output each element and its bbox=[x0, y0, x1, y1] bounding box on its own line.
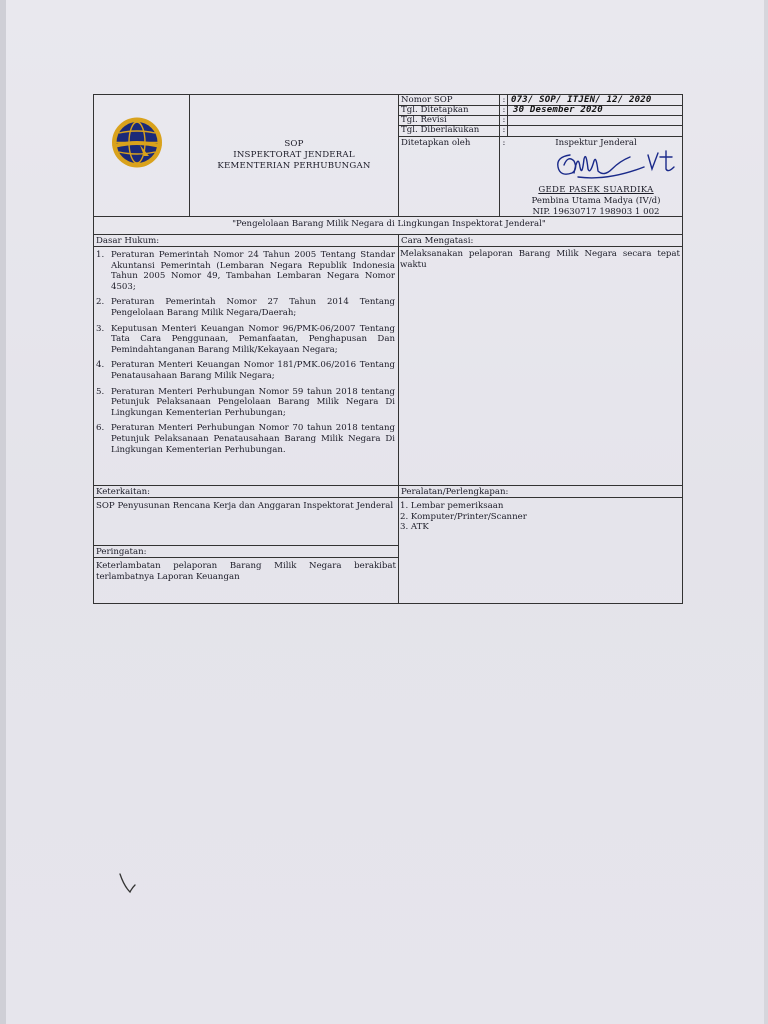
colon-nomor-sop: : bbox=[502, 95, 506, 105]
label-ditetapkan-oleh: Ditetapkan oleh bbox=[401, 138, 471, 148]
cara-mengatasi-text: Melaksanakan pelaporan Barang Milik Negara secara tepat waktu bbox=[400, 249, 680, 270]
peralatan-list bbox=[400, 501, 680, 533]
sop-document bbox=[93, 94, 683, 604]
sop-header-title bbox=[190, 95, 398, 216]
label-cara-mengatasi: Cara Mengatasi: bbox=[401, 236, 474, 246]
dasar-hukum-list bbox=[94, 250, 397, 460]
signatory-nip: NIP. 19630717 198903 1 002 bbox=[532, 207, 660, 217]
label-peringatan: Peringatan: bbox=[96, 547, 147, 557]
colon-tgl-ditetapkan: : bbox=[502, 105, 506, 115]
list-item: 1. Lembar pemeriksaan bbox=[400, 501, 504, 511]
handwritten-signature-icon bbox=[548, 147, 688, 185]
signature-block bbox=[508, 137, 684, 217]
signatory-name: GEDE PASEK SUARDIKA bbox=[538, 185, 654, 195]
list-item: 4. Peraturan Menteri Keuangan Nomor 181/PMK.06/2016 Tentang Penatausahaan Barang Milik Negara; bbox=[96, 360, 395, 381]
value-tgl-ditetapkan: 30 Desember 2020 bbox=[513, 105, 603, 115]
header-inspektorat: INSPEKTORAT JENDERAL bbox=[233, 150, 355, 160]
list-item: 5. Peraturan Menteri Perhubungan Nomor 59 tahun 2018 tentang Petunjuk Pelaksanaan Pengelolaan Barang Milik Negara Di Lingkungan Kementerian Perhubungan; bbox=[96, 386, 395, 418]
list-item: 3. Keputusan Menteri Keuangan Nomor 96/PMK-06/2007 Tentang Tata Cara Penggunaan, Pemanfaatan, Penghapusan Dan Pemindahtanganan Barang Milik/Kekayaan Negara; bbox=[96, 323, 395, 355]
value-nomor-sop: 073/ SOP/ ITJEN/ 12/ 2020 bbox=[511, 95, 652, 105]
label-peralatan: Peralatan/Perlengkapan: bbox=[401, 487, 509, 497]
label-dasar-hukum: Dasar Hukum: bbox=[96, 236, 160, 246]
signatory-rank: Pembina Utama Madya (IV/d) bbox=[531, 196, 661, 206]
list-item: 1. Peraturan Pemerintah Nomor 24 Tahun 2005 Tentang Standar Akuntansi Pemerintah (Lembaran Negara Republik Indonesia Tahun 2005 Nomor 49, Tambahan Lembaran Negara Nomor 4503; bbox=[96, 250, 395, 292]
list-item: 3. ATK bbox=[400, 522, 429, 533]
scan-edge-right bbox=[764, 0, 768, 1024]
colon-ditetapkan-oleh: : bbox=[502, 138, 506, 148]
peringatan-text: Keterlambatan pelaporan Barang Milik Negara berakibat terlambatnya Laporan Keuangan bbox=[96, 561, 396, 582]
list-item: 2. Komputer/Printer/Scanner bbox=[400, 511, 527, 522]
stray-pen-mark-icon bbox=[118, 872, 138, 896]
label-nomor-sop: Nomor SOP bbox=[401, 95, 453, 105]
document-title: "Pengelolaan Barang Milik Negara di Lingkungan Inspektorat Jenderal" bbox=[232, 219, 546, 229]
label-tgl-diberlakukan: Tgl. Diberlakukan bbox=[401, 125, 480, 135]
label-keterkaitan: Keterkaitan: bbox=[96, 487, 151, 497]
keterkaitan-text: SOP Penyusunan Rencana Kerja dan Anggaran Inspektorat Jenderal bbox=[96, 501, 394, 511]
list-item: 6. Peraturan Menteri Perhubungan Nomor 70 tahun 2018 tentang Petunjuk Pelaksanaan Penatausahaan Barang Milik Negara Di Lingkungan Kementerian Perhubungan. bbox=[96, 423, 395, 455]
label-tgl-ditetapkan: Tgl. Ditetapkan bbox=[401, 105, 469, 115]
kemenhub-logo-icon bbox=[102, 115, 172, 170]
header-sop: SOP bbox=[284, 139, 304, 149]
colon-tgl-revisi: : bbox=[502, 115, 506, 125]
header-kementerian: KEMENTERIAN PERHUBUNGAN bbox=[217, 161, 371, 171]
scan-edge-left bbox=[0, 0, 6, 1024]
signatory-position: Inspektur Jenderal bbox=[555, 138, 637, 148]
colon-tgl-diberlakukan: : bbox=[502, 125, 506, 135]
label-tgl-revisi: Tgl. Revisi bbox=[401, 115, 447, 125]
list-item: 2. Peraturan Pemerintah Nomor 27 Tahun 2014 Tentang Pengelolaan Barang Milik Negara/Daerah; bbox=[96, 297, 395, 318]
